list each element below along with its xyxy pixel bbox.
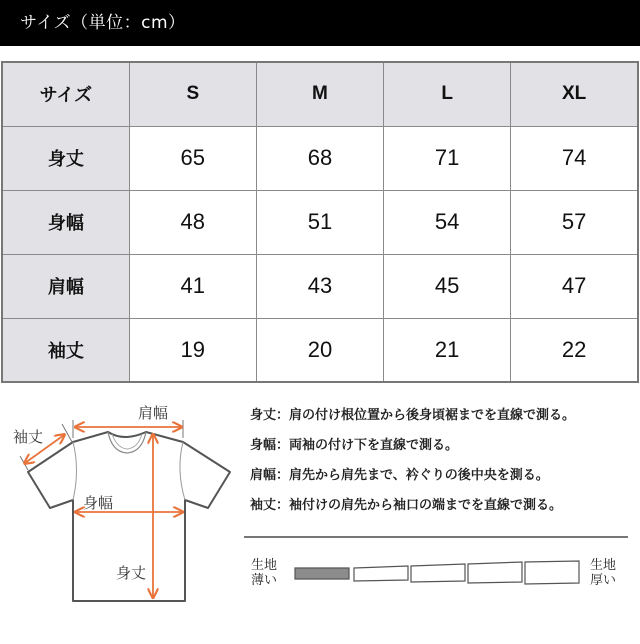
column-header-xl: XL <box>511 62 638 126</box>
table-row-sleeve-length <box>2 318 638 382</box>
cell-value: 21 <box>384 318 511 382</box>
thickness-bars-icon <box>294 560 584 590</box>
measurement-notes <box>250 405 640 525</box>
table-row-body-width <box>2 190 638 254</box>
thick-label <box>590 558 616 588</box>
cell-value: 19 <box>129 318 256 382</box>
thin-label-line1: 生地 <box>251 558 278 573</box>
tshirt-measurement-diagram <box>0 390 240 640</box>
cell-value: 71 <box>384 126 511 190</box>
cell-value: 51 <box>256 190 383 254</box>
fabric-thickness-scale <box>244 552 640 597</box>
row-label: 身丈 <box>2 126 129 190</box>
row-label: 身幅 <box>2 190 129 254</box>
body-width-label: 身幅 <box>83 494 114 512</box>
thickness-level-5 <box>525 561 579 584</box>
thick-label-line1: 生地 <box>590 558 617 573</box>
column-header-l: L <box>384 62 511 126</box>
cell-value: 65 <box>129 126 256 190</box>
thickness-level-4 <box>468 562 522 583</box>
thickness-level-2 <box>354 566 408 581</box>
row-label: 袖丈 <box>2 318 129 382</box>
cell-value: 54 <box>384 190 511 254</box>
shoulder-width-label: 肩幅 <box>138 404 169 422</box>
row-label: 肩幅 <box>2 254 129 318</box>
note-body-length: 身丈：肩の付け根位置から後身頃裾までを直線で測る。 <box>250 408 576 423</box>
note-body-width: 身幅：両袖の付け下を直線で測る。 <box>250 438 459 453</box>
table-row-body-length <box>2 126 638 190</box>
cell-value: 57 <box>511 190 638 254</box>
thickness-level-3 <box>411 564 465 582</box>
note-shoulder-width: 肩幅：肩先から肩先まで、衿ぐりの後中央を測る。 <box>250 468 549 483</box>
body-length-label: 身丈 <box>116 564 147 582</box>
thin-label-line2: 薄い <box>251 573 278 588</box>
cell-value: 45 <box>384 254 511 318</box>
sleeve-length-label: 袖丈 <box>13 428 44 446</box>
note-sleeve-length: 袖丈：袖付けの肩先から袖口の端までを直線で測る。 <box>250 498 563 513</box>
table-header-row <box>2 62 638 126</box>
cell-value: 43 <box>256 254 383 318</box>
divider <box>244 536 628 538</box>
cell-value: 48 <box>129 190 256 254</box>
thickness-level-1-selected <box>295 568 349 579</box>
size-unit-header: サイズ（単位：cm） <box>0 0 640 46</box>
cell-value: 74 <box>511 126 638 190</box>
cell-value: 68 <box>256 126 383 190</box>
size-chart-table <box>1 61 639 383</box>
column-header-s: S <box>129 62 256 126</box>
thin-label <box>251 558 277 588</box>
cell-value: 22 <box>511 318 638 382</box>
cell-value: 20 <box>256 318 383 382</box>
column-header-m: M <box>256 62 383 126</box>
table-row-shoulder-width <box>2 254 638 318</box>
corner-label: サイズ <box>2 62 129 126</box>
thick-label-line2: 厚い <box>590 573 617 588</box>
cell-value: 47 <box>511 254 638 318</box>
cell-value: 41 <box>129 254 256 318</box>
